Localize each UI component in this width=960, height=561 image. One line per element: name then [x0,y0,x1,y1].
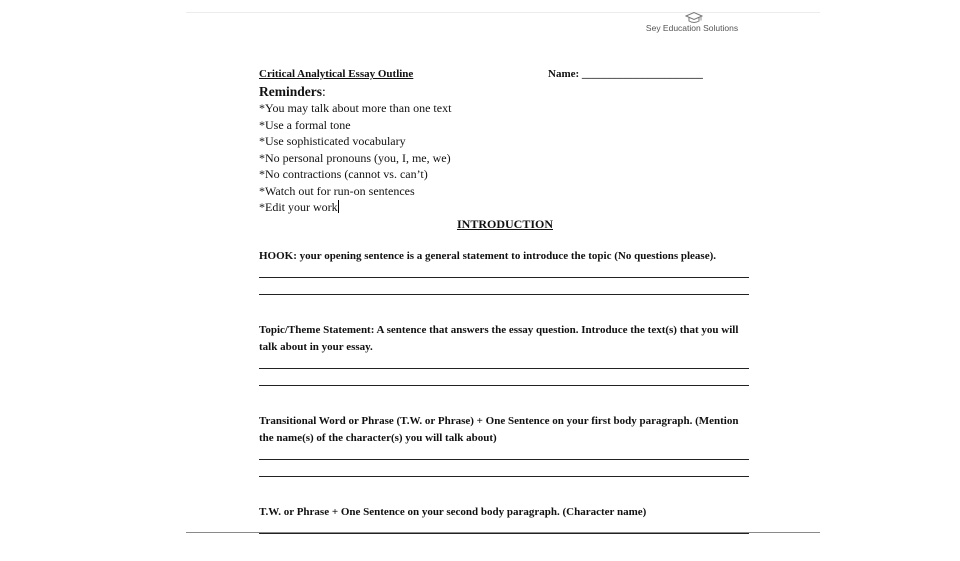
document-title: Critical Analytical Essay Outline [259,68,414,80]
reminder-item: *Watch out for run-on sentences [259,183,415,198]
logo [634,11,750,35]
prompt-block-topic [259,322,751,386]
reminders-list [259,100,751,216]
prompt-block-first-body [259,413,751,477]
prompt-block-second-body [259,504,751,534]
prompt-text: T.W. or Phrase + One Sentence on your second body paragraph. (Character name) [259,505,647,518]
reminder-item: *No contractions (cannot vs. can’t) [259,167,428,181]
logo-text: Sey Education Solutions [645,23,739,33]
answer-line[interactable] [259,459,749,460]
reminder-item: *No personal pronouns (you, I, me, we) [259,150,451,165]
name-field-label: Name: ______________________ [548,68,703,80]
reminder-item: *Use sophisticated vocabulary [259,134,406,148]
answer-line[interactable] [259,476,749,477]
text-cursor [338,200,339,213]
answer-line[interactable] [259,385,749,386]
reminders-heading-colon: : [322,84,326,99]
header-row [259,68,751,83]
prompt-block-hook [259,248,751,295]
answer-line[interactable] [259,368,749,369]
prompt-text: HOOK: your opening sentence is a general statement to introduce the topic (No questions please). [259,249,716,262]
reminders-heading-text: Reminders [259,84,322,99]
document-body [259,68,751,561]
reminder-item: *You may talk about more than one text [259,101,452,115]
reminder-item-text: *Edit your work [259,200,338,214]
answer-line[interactable] [259,294,749,295]
prompt-text: Transitional Word or Phrase (T.W. or Phrase) + One Sentence on your first body paragraph. (Mention the name(s) of the character(s) you will talk about) [259,414,739,444]
page-bottom-edge [186,532,820,533]
reminder-item: *Use a formal tone [259,117,351,132]
reminders-heading [259,83,751,100]
prompt-text: Topic/Theme Statement: A sentence that answers the essay question. Introduce the text(s) that you will talk about in your essay. [259,323,739,353]
answer-line[interactable] [259,277,749,278]
reminder-item-last[interactable] [259,199,751,216]
section-title-introduction: INTRODUCTION [456,216,553,231]
